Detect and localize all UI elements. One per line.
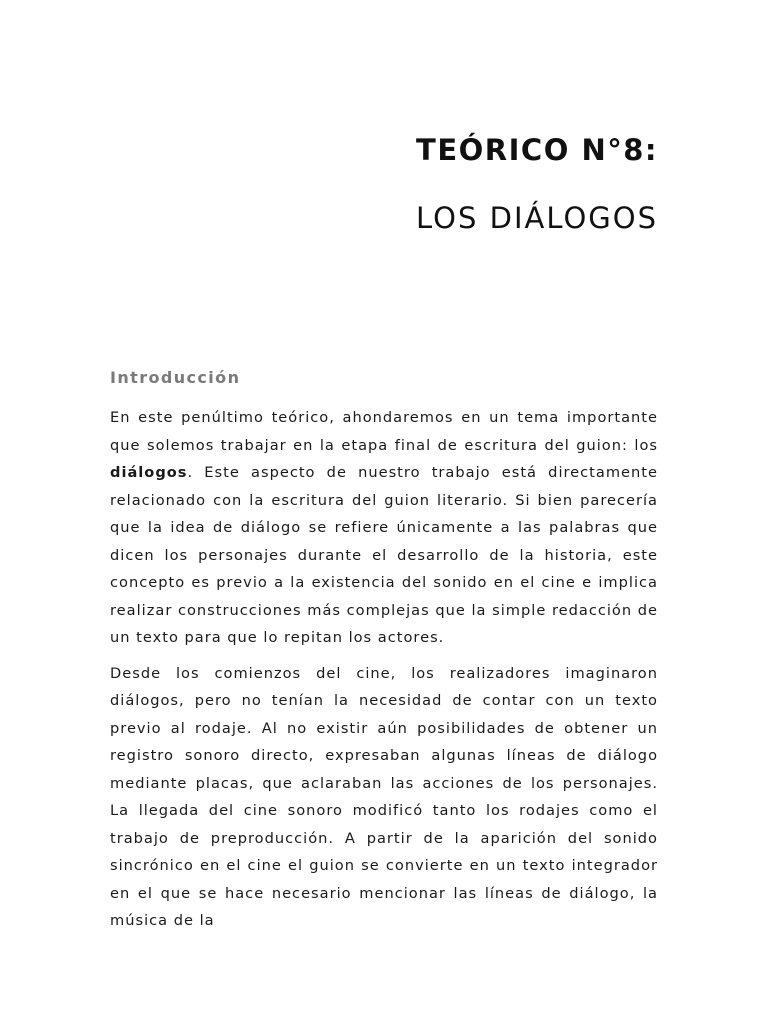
paragraph-2: Desde los comienzos del cine, los realizadores imaginaron diálogos, pero no tenían la necesidad de contar con un texto previo al rodaje. Al no existir aún posibilidades de obtener un registro sonoro directo, expresaban algunas líneas de diálogo mediante placas, que aclaraban las acciones de los personajes. La llegada del cine sonoro modificó tanto los rodajes como el trabajo de preproducción. A partir de la aparición del sonido sincrónico en el cine el guion se convierte en un texto integrador en el que se hace necesario mencionar las líneas de diálogo, la música de la (110, 664, 658, 929)
paragraph-1-bold-term: diálogos (110, 464, 188, 481)
paragraph-1 (110, 404, 658, 652)
page-subtitle: LOS DIÁLOGOS (416, 201, 658, 235)
page-title: TEÓRICO N°8: (416, 133, 658, 167)
paragraph-1-start: En este penúltimo teórico, ahondaremos en un tema importante que solemos trabajar en la etapa final de escritura del guion: los (110, 409, 658, 454)
section-heading: Introducción (110, 368, 241, 387)
title-block (416, 128, 658, 240)
body-text (110, 404, 658, 943)
paragraph-1-rest: . Este aspecto de nuestro trabajo está directamente relacionado con la escritura del guion literario. Si bien parecería que la idea de diálogo se refiere únicamente a las palabras que dicen los personajes durante el desarrollo de la historia, este concepto es previo a la existencia del sonido en el cine e implica realizar construcciones más complejas que la simple redacción de un texto para que lo repitan los actores. (110, 464, 658, 646)
